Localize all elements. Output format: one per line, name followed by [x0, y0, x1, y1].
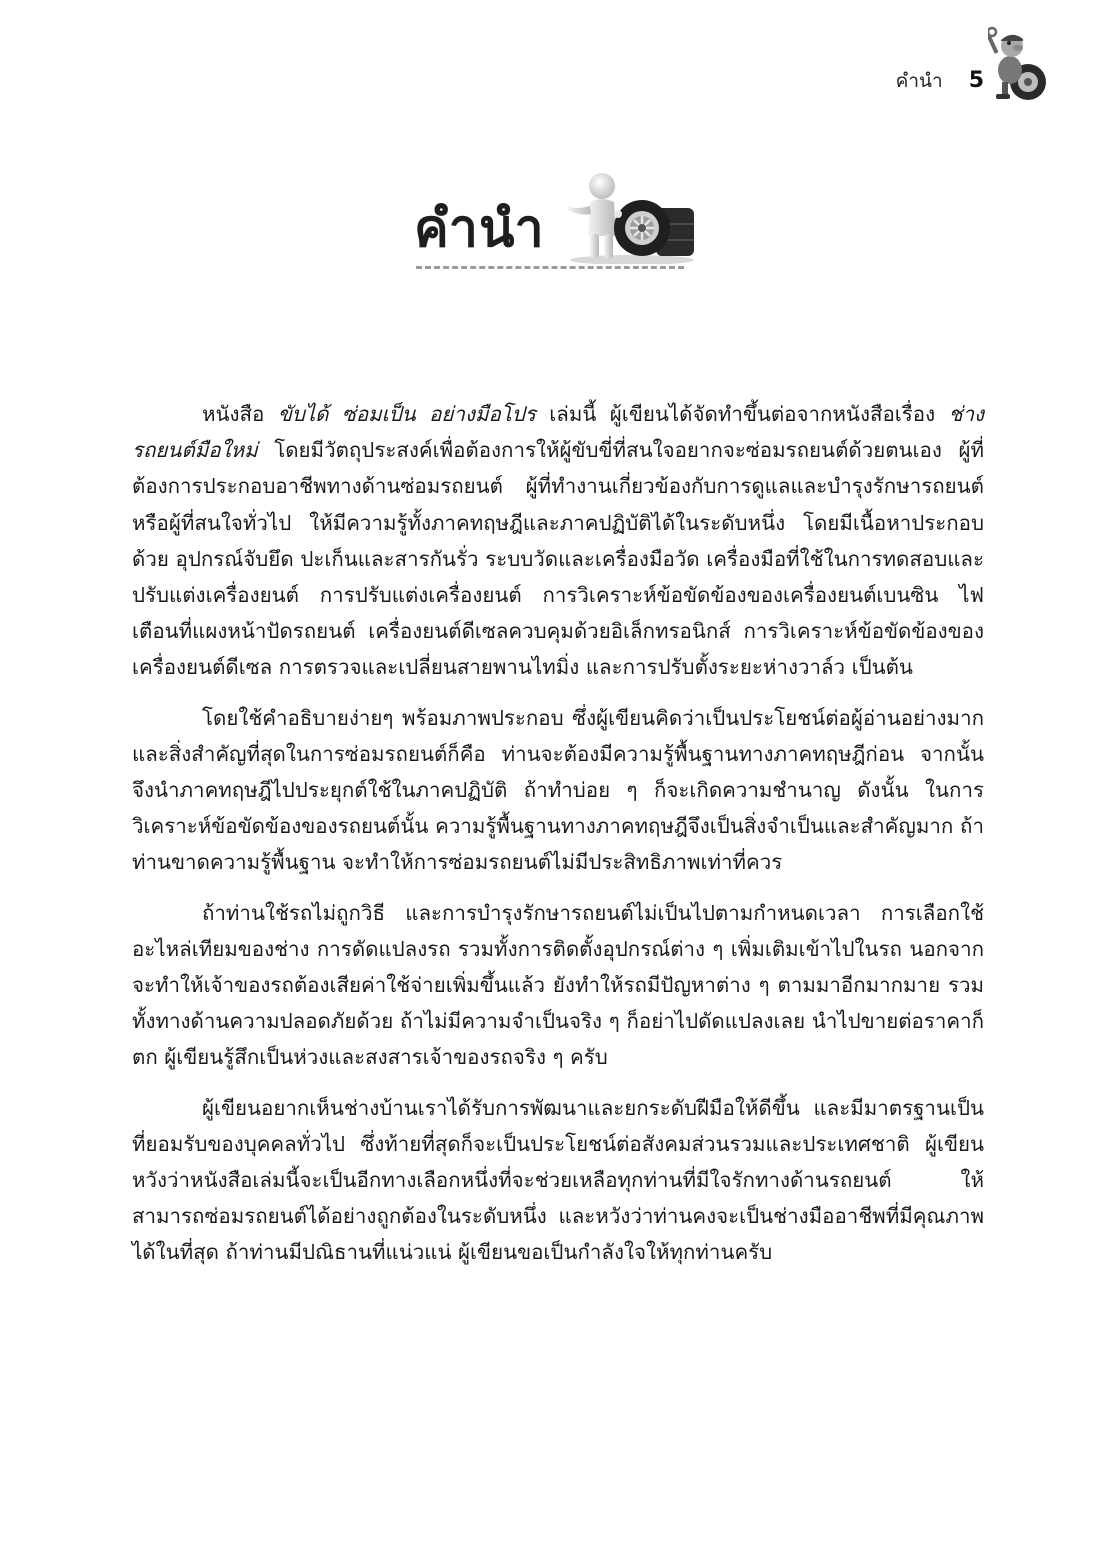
- paragraph-1-rest: โดยมีวัตถุประสงค์เพื่อต้องการให้ผู้ขับขี่ที่สนใจอยากจะซ่อมรถยนต์ด้วยตนเอง ผู้ที่ต้องการประกอบอาชีพทางด้านซ่อมรถยนต์ ผู้ที่ทำงานเกี่ยวข้องกับการดูแลและบำรุงรักษารถยนต์ หรือผู้ที่สนใจทั่วไป ให้มีความรู้ทั้งภาคทฤษฎีและภาคปฏิบัติได้ในระดับหนึ่ง โดยมีเนื้อหาประกอบด้วย อุปกรณ์จับยึด ปะเก็นและสารกันรั่ว ระบบวัดและเครื่องมือวัด เครื่องมือที่ใช้ในการทดสอบและปรับแต่งเครื่องยนต์ การปรับแต่งเครื่องยนต์ การวิเคราะห์ข้อขัดข้องของเครื่องยนต์เบนซิน ไฟเตือนที่แผงหน้าปัดรถยนต์ เครื่องยนต์ดีเซลควบคุมด้วยอิเล็กทรอนิกส์ การวิเคราะห์ข้อขัดข้องของเครื่องยนต์ดีเซล การตรวจและเปลี่ยนสายพานไทมิ่ง และการปรับตั้งระยะห่างวาล์ว เป็นต้น: [132, 438, 984, 680]
- paragraph-2: โดยใช้คำอธิบายง่ายๆ พร้อมภาพประกอบ ซึ่งผู้เขียนคิดว่าเป็นประโยชน์ต่อผู้อ่านอย่างมาก และสิ่งสำคัญที่สุดในการซ่อมรถยนต์ก็คือ ท่านจะต้องมีความรู้พื้นฐานทางภาคทฤษฎีก่อน จากนั้นจึงนำภาคทฤษฎีไปประยุกต์ใช้ในภาคปฏิบัติ ถ้าทำบ่อย ๆ ก็จะเกิดความชำนาญ ดังนั้น ในการวิเคราะห์ข้อขัดข้องของรถยนต์นั้น ความรู้พื้นฐานทางภาคทฤษฎีจึงเป็นสิ่งจำเป็นและสำคัญมาก ถ้าท่านขาดความรู้พื้นฐาน จะทำให้การซ่อมรถยนต์ไม่มีประสิทธิภาพเท่าที่ควร: [132, 705, 984, 875]
- preface-body: [132, 396, 984, 1285]
- page-number: 5: [968, 68, 984, 93]
- person-with-tires-icon: [560, 164, 700, 264]
- paragraph-1: [132, 396, 984, 686]
- paragraph-3: ถ้าท่านใช้รถไม่ถูกวิธี และการบำรุงรักษารถยนต์ไม่เป็นไปตามกำหนดเวลา การเลือกใช้อะไหล่เทียมของช่าง การดัดแปลงรถ รวมทั้งการติดตั้งอุปกรณ์ต่าง ๆ เพิ่มเติมเข้าไปในรถ นอกจากจะทำให้เจ้าของรถต้องเสียค่าใช้จ่ายเพิ่มขึ้นแล้ว ยังทำให้รถมีปัญหาต่าง ๆ ตามมาอีกมากมาย รวมทั้งทางด้านความปลอดภัยด้วย ถ้าไม่มีความจำเป็นจริง ๆ ก็อย่าไปดัดแปลงเลย นำไปขายต่อราคาก็ตก ผู้เขียนรู้สึกเป็นห่วงและสงสารเจ้าของรถจริง ๆ ครับ: [132, 900, 984, 1070]
- chapter-title-block: [412, 164, 702, 274]
- chapter-title: คำนำ: [414, 199, 545, 259]
- mechanic-mascot-icon: [988, 26, 1054, 102]
- running-title: คำนำ: [895, 70, 943, 92]
- title-dashed-underline: [416, 266, 684, 269]
- paragraph-1-mid: เล่มนี้ ผู้เขียนได้จัดทำขึ้นต่อจากหนังสือเรื่อง: [535, 402, 949, 426]
- running-header: [896, 66, 984, 96]
- book-title: ขับได้ ซ่อมเป็น อย่างมือโปร: [277, 402, 536, 426]
- paragraph-4: ผู้เขียนอยากเห็นช่างบ้านเราได้รับการพัฒนาและยกระดับฝีมือให้ดีขึ้น และมีมาตรฐานเป็นที่ยอมรับของบุคคลทั่วไป ซึ่งท้ายที่สุดก็จะเป็นประโยชน์ต่อสังคมส่วนรวมและประเทศชาติ ผู้เขียนหวังว่าหนังสือเล่มนี้จะเป็นอีกทางเลือกหนึ่งที่จะช่วยเหลือทุกท่านที่มีใจรักทางด้านรถยนต์ ให้สามารถซ่อมรถยนต์ได้อย่างถูกต้องในระดับหนึ่ง และหวังว่าท่านคงจะเป็นช่างมืออาชีพที่มีคุณภาพได้ในที่สุด ถ้าท่านมีปณิธานที่แน่วแน่ ผู้เขียนขอเป็นกำลังใจให้ทุกท่านครับ: [132, 1095, 984, 1265]
- previous-book-title: ช่างรถยนต์มือใหม่: [132, 402, 984, 463]
- paragraph-1-lead: หนังสือ: [202, 402, 278, 426]
